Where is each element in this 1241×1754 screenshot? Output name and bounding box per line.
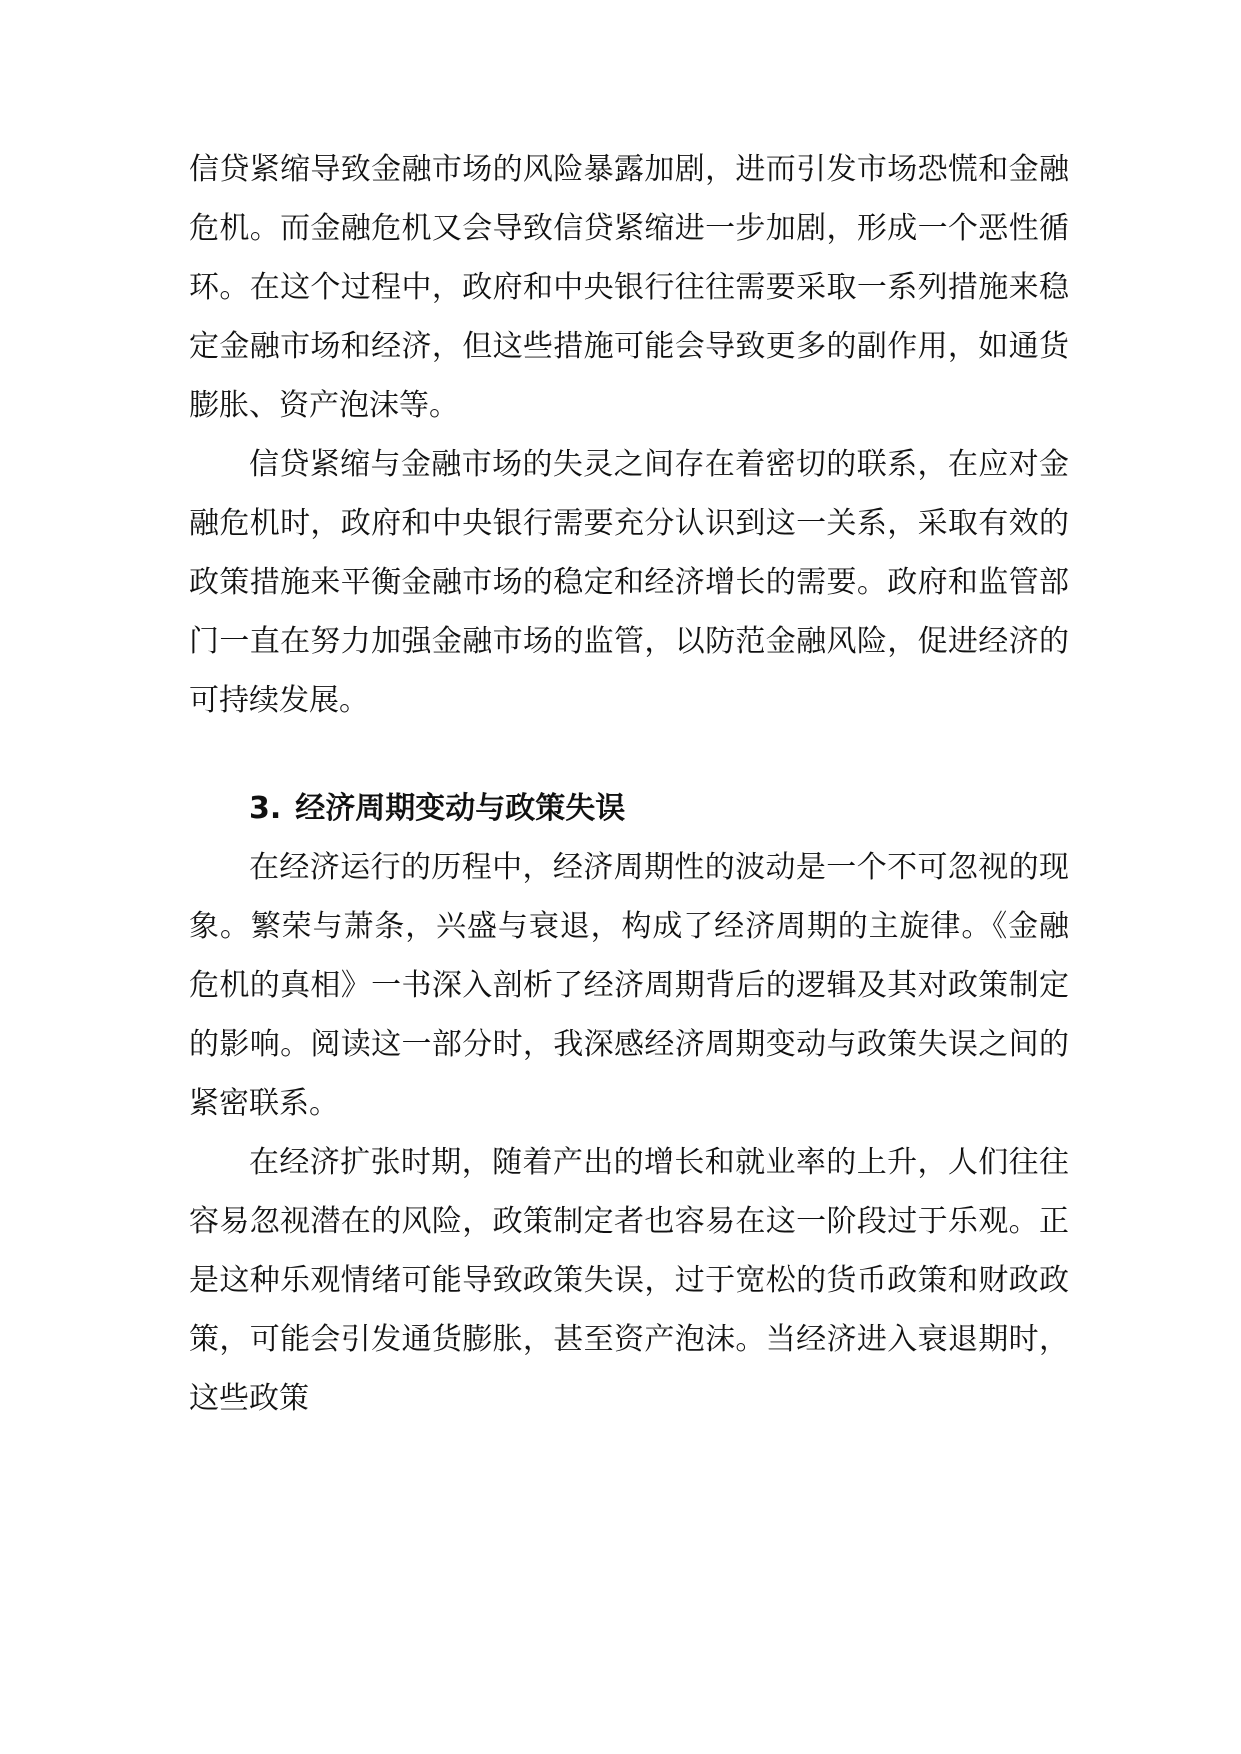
document-body — [189, 140, 1069, 1428]
section-title: 经济周期变动与政策失误 — [295, 791, 626, 826]
paragraph-expansion-period: 在经济扩张时期，随着产出的增长和就业率的上升，人们往往容易忽视潜在的风险，政策制定者也容易在这一阶段过于乐观。正是这种乐观情绪可能导致政策失误，过于宽松的货币政策和财政政策，可能会引发通货膨胀，甚至资产泡沫。当经济进入衰退期时，这些政策 — [189, 1145, 1069, 1416]
section-number: 3. — [249, 791, 282, 826]
paragraph-credit-crunch-cycle: 信贷紧缩导致金融市场的风险暴露加剧，进而引发市场恐慌和金融危机。而金融危机又会导致信贷紧缩进一步加剧，形成一个恶性循环。在这个过程中，政府和中央银行往往需要采取一系列措施来稳定金融市场和经济，但这些措施可能会导致更多的副作用，如通货膨胀、资产泡沫等。 — [189, 152, 1069, 423]
paragraph-economic-cycle: 在经济运行的历程中，经济周期性的波动是一个不可忽视的现象。繁荣与萧条，兴盛与衰退，构成了经济周期的主旋律。《金融危机的真相》一书深入剖析了经济周期背后的逻辑及其对政策制定的影响。阅读这一部分时，我深感经济周期变动与政策失误之间的紧密联系。 — [189, 850, 1069, 1121]
section-heading — [189, 779, 1069, 838]
paragraph-credit-crunch-policy: 信贷紧缩与金融市场的失灵之间存在着密切的联系，在应对金融危机时，政府和中央银行需要充分认识到这一关系，采取有效的政策措施来平衡金融市场的稳定和经济增长的需要。政府和监管部门一直在努力加强金融市场的监管，以防范金融风险，促进经济的可持续发展。 — [189, 447, 1069, 718]
